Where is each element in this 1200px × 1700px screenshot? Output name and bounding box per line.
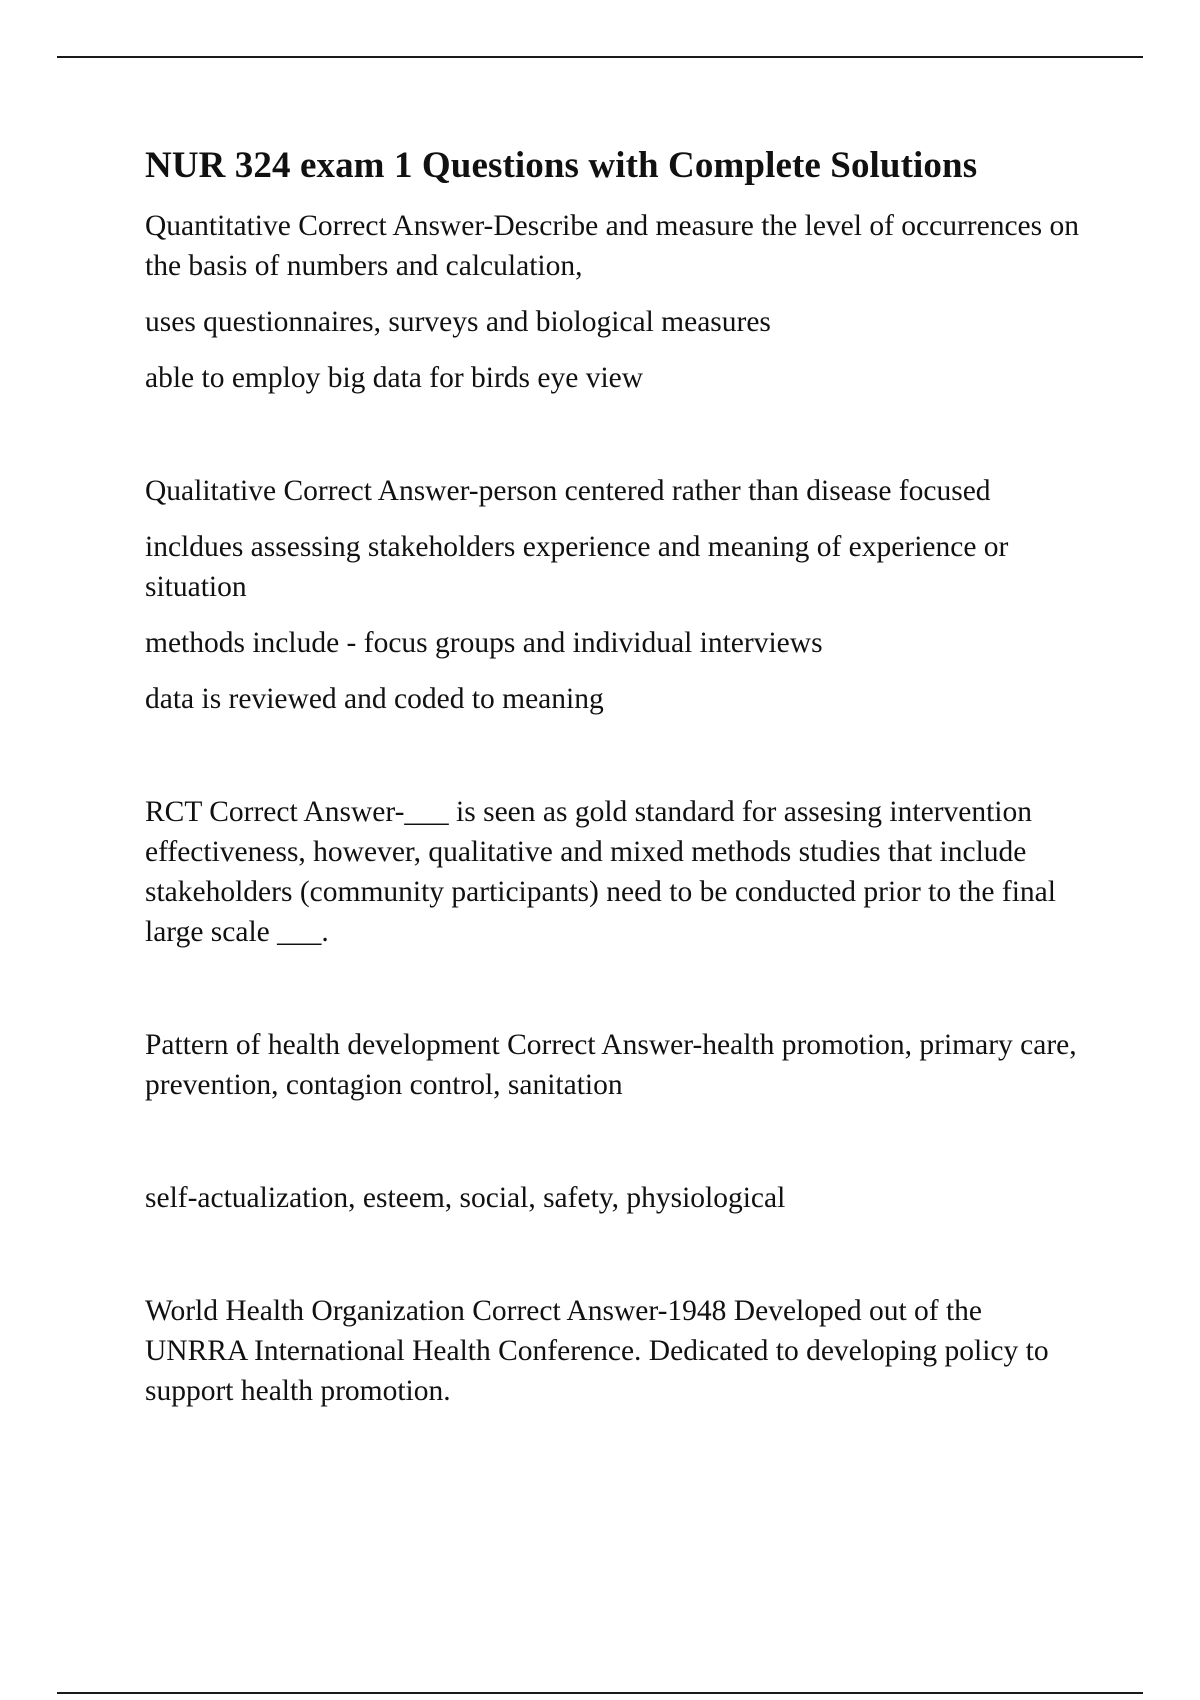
paragraph-quantitative-tools: uses questionnaires, surveys and biological measures	[145, 306, 771, 338]
paragraph-qualitative-methods: methods include - focus groups and individual interviews	[145, 627, 823, 659]
paragraph-qualitative-stakeholders: incldues assessing stakeholders experience and meaning of experience or situation	[145, 531, 1009, 603]
document-title: NUR 324 exam 1 Questions with Complete Solutions	[145, 145, 978, 186]
document-body	[145, 144, 1090, 1411]
paragraph-quantitative-big-data: able to employ big data for birds eye view	[145, 362, 644, 394]
paragraph-who: World Health Organization Correct Answer-1948 Developed out of the UNRRA International Health Conference. Dedicated to developing policy to support health promotion.	[145, 1295, 1049, 1407]
footer-rule	[57, 1692, 1143, 1694]
paragraph-rct: RCT Correct Answer-___ is seen as gold standard for assesing intervention effectiveness, however, qualitative and mixed methods studies that include stakeholders (community participants) need to be conducted prior to the final large scale ___.	[145, 796, 1056, 948]
paragraph-qualitative: Qualitative Correct Answer-person centered rather than disease focused	[145, 475, 991, 507]
header-rule	[57, 56, 1143, 58]
paragraph-health-development: Pattern of health development Correct Answer-health promotion, primary care, prevention, contagion control, sanitation	[145, 1029, 1077, 1101]
paragraph-hierarchy-of-needs: self-actualization, esteem, social, safety, physiological	[145, 1182, 786, 1214]
paragraph-quantitative: Quantitative Correct Answer-Describe and measure the level of occurrences on the basis of numbers and calculation,	[145, 210, 1080, 282]
paragraph-qualitative-coding: data is reviewed and coded to meaning	[145, 683, 604, 715]
